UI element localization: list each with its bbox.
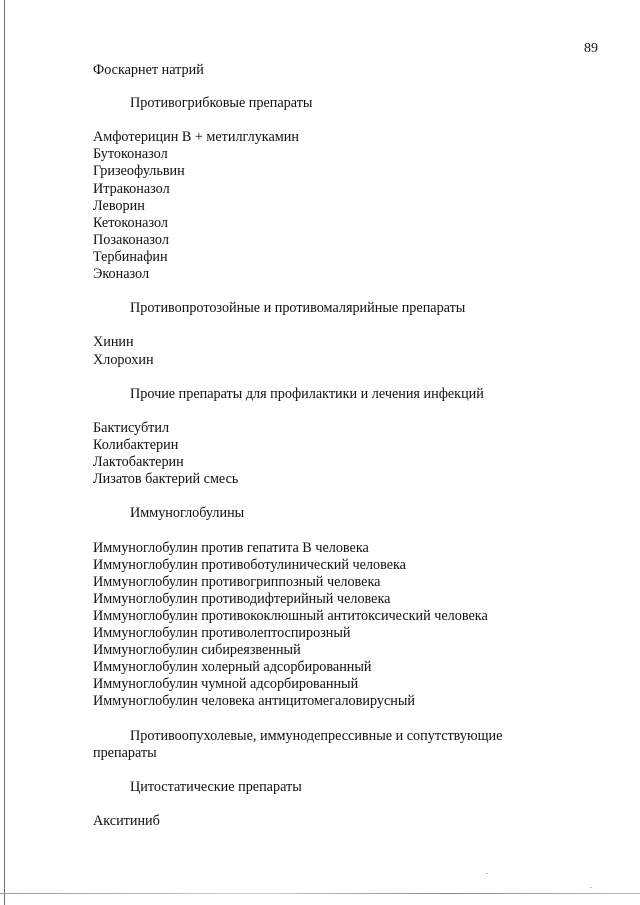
list-item: Колибактерин	[93, 436, 179, 453]
list-item: Иммуноглобулин противоботулинический человека	[93, 556, 406, 573]
scan-left-edge	[4, 0, 5, 905]
antifungal-list	[93, 129, 563, 283]
section-heading-other-infections: Прочие препараты для профилактики и лечения инфекций	[130, 385, 484, 402]
list-item: Итраконазол	[93, 180, 170, 197]
list-item: Акситиниб	[93, 813, 160, 830]
scan-bottom-edge	[0, 893, 640, 894]
list-item: Хлорохин	[93, 351, 154, 368]
document-body	[93, 62, 563, 830]
list-item: Хинин	[93, 334, 134, 351]
list-item: Иммуноглобулин против гепатита В человека	[93, 539, 369, 556]
list-item: Лактобактерин	[93, 454, 184, 471]
list-item: Иммуноглобулин противококлюшный антитоксический человека	[93, 607, 488, 624]
page-number: 89	[584, 41, 598, 56]
section-heading-immunoglobulins: Иммуноглобулины	[130, 505, 245, 522]
other-infections-list	[93, 420, 563, 488]
scan-speck	[486, 873, 488, 874]
list-item: Тербинафин	[93, 248, 168, 265]
section-heading-antiprotozoal: Противопротозойные и противомалярийные препараты	[130, 300, 466, 317]
section-heading-cytostatic: Цитостатические препараты	[130, 778, 302, 795]
section-heading-antifungal: Противогрибковые препараты	[130, 95, 313, 112]
list-item: Иммуноглобулин холерный адсорбированный	[93, 659, 372, 676]
list-item: Бутоконазол	[93, 146, 168, 163]
antiprotozoal-list	[93, 334, 563, 368]
scan-speck	[590, 887, 592, 888]
list-item: Лизатов бактерий смесь	[93, 471, 239, 488]
list-item: Иммуноглобулин противолептоспирозный	[93, 625, 351, 641]
list-item: Иммуноглобулин чумной адсорбированный	[93, 676, 359, 693]
list-item: Иммуноглобулин сибиреязвенный	[93, 642, 301, 659]
list-item: Иммуноглобулин человека антицитомегаловирусный	[93, 693, 415, 710]
list-item: Позаконазол	[93, 231, 169, 248]
cytostatic-list	[93, 813, 563, 830]
list-item: Бактисубтил	[93, 419, 170, 436]
list-item: Гризеофульвин	[93, 163, 185, 180]
list-item: Амфотерицин В + метилглукамин	[93, 129, 299, 146]
list-item: Фоскарнет натрий	[93, 62, 204, 78]
list-item: Кетоконазол	[93, 214, 168, 231]
list-item: Иммуноглобулин противогриппозный человека	[93, 573, 381, 590]
list-item: Эконазол	[93, 266, 150, 283]
list-item: Леворин	[93, 197, 145, 214]
immunoglobulins-list	[93, 540, 563, 711]
list-item: Иммуноглобулин противодифтерийный человека	[93, 590, 391, 607]
section-heading-antineoplastic: Противоопухолевые, иммунодепрессивные и сопутствующие препараты	[93, 727, 503, 761]
